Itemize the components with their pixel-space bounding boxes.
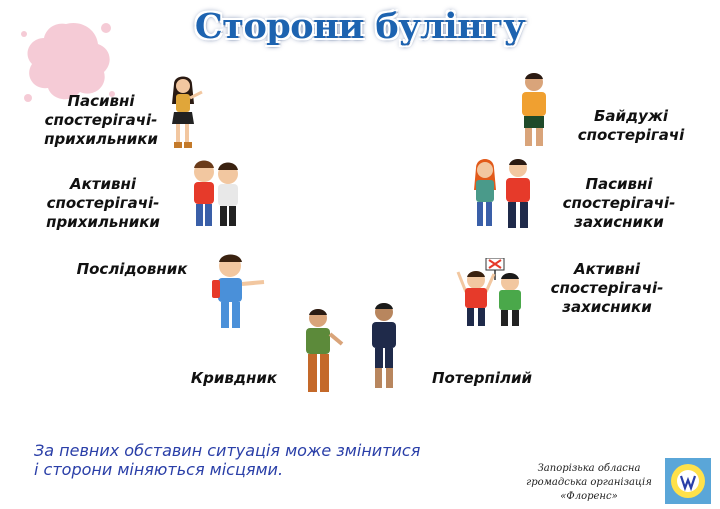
label-bully: Кривдник (190, 369, 278, 387)
active-defenders-figure (456, 258, 532, 330)
page-title: Сторони булінгу (194, 6, 526, 47)
victim-figure (364, 300, 404, 394)
organization-logo (665, 458, 711, 504)
organization-credit: Запорізька обласна громадська організація «Флоренс» (526, 463, 652, 502)
label-passive-supporters: Пасивні спостерігачі- прихильники (44, 92, 158, 148)
passive-supporter-figure (162, 74, 210, 154)
indifferent-figure (516, 70, 552, 152)
label-follower: Послідовник (76, 260, 188, 278)
active-supporters-figure (190, 158, 246, 232)
label-active-supporters: Активні спостерігачі- прихильники (46, 175, 160, 231)
label-active-defenders: Активні спостерігачі- захисники (550, 260, 664, 316)
label-passive-defenders: Пасивні спостерігачі- захисники (562, 175, 676, 231)
label-victim: Потерпілий (432, 369, 532, 387)
footer-note: За певних обставин ситуація може змінитися і сторони міняються місцями. (34, 441, 421, 479)
passive-defenders-figure (470, 156, 536, 232)
label-indifferent: Байдужі спостерігачі (577, 107, 685, 144)
follower-figure (210, 252, 266, 332)
bully-figure (296, 306, 344, 398)
